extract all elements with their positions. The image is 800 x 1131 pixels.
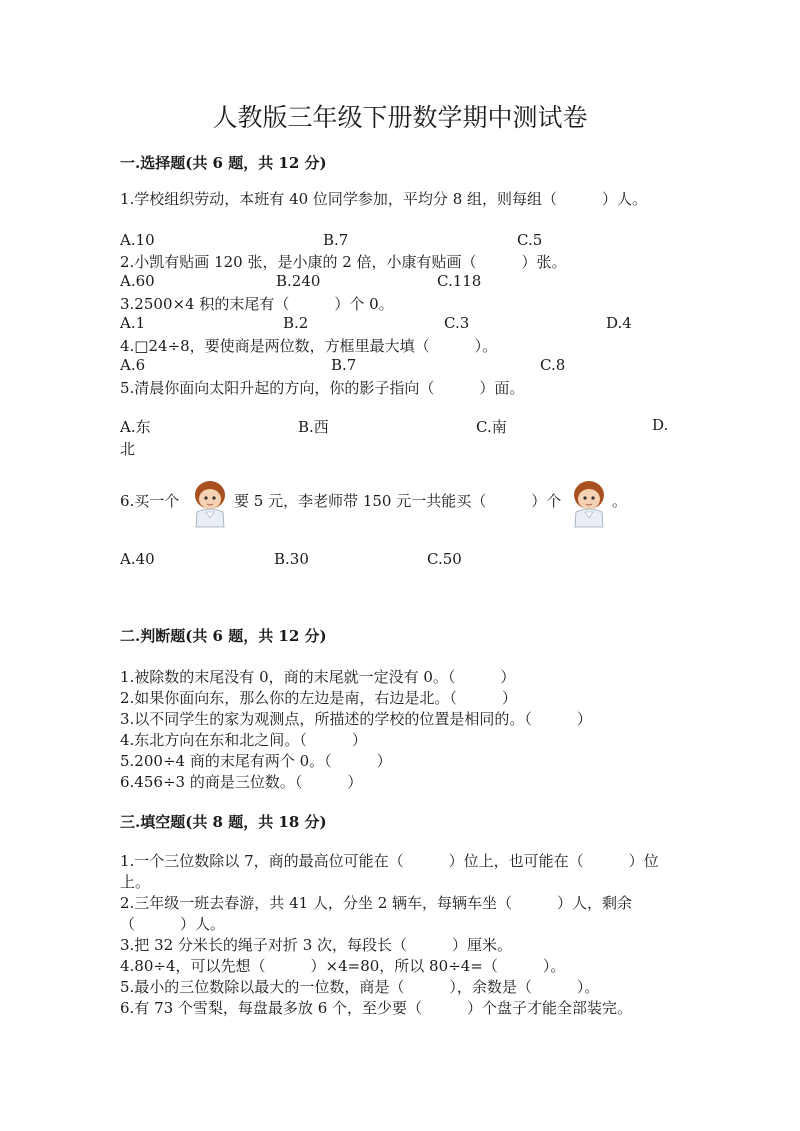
question-text: 4.东北方向在东和北之间。（ ） bbox=[120, 731, 367, 749]
section-heading-judgement: 二.判断题(共 6 题，共 12 分) bbox=[120, 627, 327, 645]
question-text: 1.被除数的末尾没有 0，商的末尾就一定没有 0。（ ） bbox=[120, 668, 516, 686]
question-text: 3.以不同学生的家为观测点，所描述的学校的位置是相同的。（ ） bbox=[120, 710, 592, 728]
question-text: 5.200÷4 商的末尾有两个 0。（ ） bbox=[120, 752, 392, 770]
question-text: 2.小凯有贴画 120 张，是小康的 2 倍，小康有贴画（ ）张。 bbox=[120, 253, 567, 271]
option: B.7 bbox=[323, 231, 349, 249]
option-wrap: 北 bbox=[120, 440, 136, 458]
option: D. bbox=[652, 416, 669, 434]
question-text: 上。 bbox=[120, 873, 151, 891]
option: A.1 bbox=[120, 314, 146, 332]
question-text: 3.把 32 分米长的绳子对折 3 次，每段长（ ）厘米。 bbox=[120, 936, 513, 954]
question-text: 2.如果你面向东，那么你的左边是南，右边是北。（ ） bbox=[120, 689, 517, 707]
option: C.5 bbox=[517, 231, 543, 249]
question-text: 5.清晨你面向太阳升起的方向，你的影子指向（ ）面。 bbox=[120, 379, 525, 397]
question-text: 1.一个三位数除以 7，商的最高位可能在（ ）位上，也可能在（ ）位 bbox=[120, 852, 659, 870]
section-heading-choice: 一.选择题(共 6 题，共 12 分) bbox=[120, 154, 327, 172]
option: C.50 bbox=[427, 550, 462, 568]
option: A.10 bbox=[120, 231, 155, 249]
question-text: 。 bbox=[612, 492, 628, 510]
question-text: 5.最小的三位数除以最大的一位数，商是（ ），余数是（ ）。 bbox=[120, 978, 600, 996]
option: B.30 bbox=[274, 550, 309, 568]
option: C.118 bbox=[437, 272, 482, 290]
option: B.7 bbox=[331, 356, 357, 374]
question-text: 6.456÷3 的商是三位数。（ ） bbox=[120, 773, 363, 791]
page-title: 人教版三年级下册数学期中测试卷 bbox=[212, 103, 588, 132]
option: C.3 bbox=[444, 314, 470, 332]
option: B.240 bbox=[276, 272, 321, 290]
question-text: 2.三年级一班去春游，共 41 人，分坐 2 辆车，每辆车坐（ ）人，剩余 bbox=[120, 894, 633, 912]
option: B.西 bbox=[298, 418, 329, 436]
option: C.8 bbox=[540, 356, 566, 374]
section-heading-fill-in: 三.填空题(共 8 题，共 18 分) bbox=[120, 813, 327, 831]
option: A.6 bbox=[120, 356, 146, 374]
question-text: 6.买一个 bbox=[120, 492, 180, 510]
question-text: 4.80÷4，可以先想（ ）×4=80，所以 80÷4=（ ）。 bbox=[120, 957, 566, 975]
option: A.40 bbox=[120, 550, 155, 568]
question-text: 3.2500×4 积的末尾有（ ）个 0。 bbox=[120, 295, 394, 313]
question-text: 6.有 73 个雪梨，每盘最多放 6 个，至少要（ ）个盘子才能全部装完。 bbox=[120, 999, 633, 1017]
option: B.2 bbox=[283, 314, 309, 332]
option: C.南 bbox=[476, 418, 507, 436]
option: A.60 bbox=[120, 272, 155, 290]
option: A.东 bbox=[120, 418, 151, 436]
question-text: 1.学校组织劳动，本班有 40 位同学参加，平均分 8 组，则每组（ ）人。 bbox=[120, 190, 648, 208]
question-text: （ ）人。 bbox=[120, 915, 226, 933]
child-picture-icon bbox=[188, 476, 232, 528]
question-text: 要 5 元，李老师带 150 元一共能买（ ）个 bbox=[234, 492, 562, 510]
question-text: 4.□24÷8，要使商是两位数，方框里最大填（ ）。 bbox=[120, 337, 498, 355]
child-picture-icon bbox=[567, 476, 611, 528]
option: D.4 bbox=[606, 314, 632, 332]
